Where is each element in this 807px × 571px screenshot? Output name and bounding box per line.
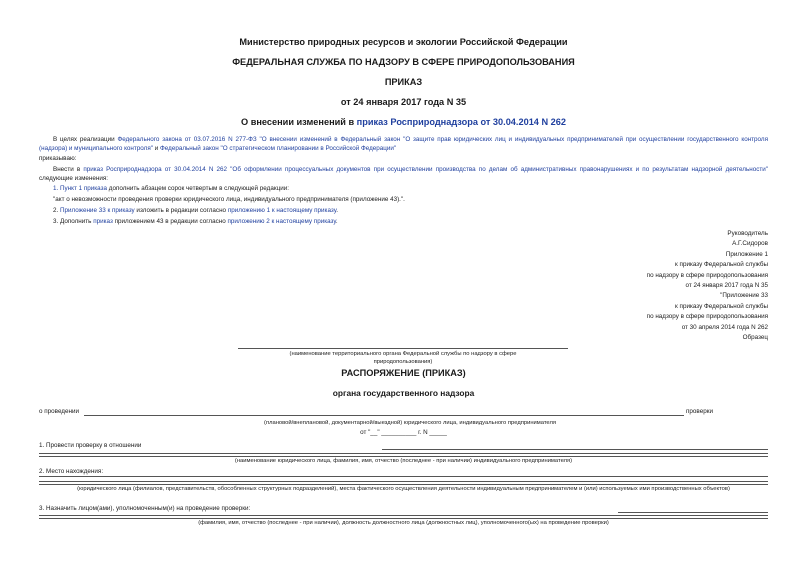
signature-line: от 24 января 2017 года N 35 — [685, 282, 768, 290]
doc-type-heading: ПРИКАЗ — [384, 77, 423, 87]
appendix-1-link[interactable]: приложению 1 к настоящему приказу — [227, 207, 337, 214]
order-262-title-link[interactable]: "Об оформлении процессуальных документов при осуществлении производства по делам об административных правонарушениях и по результатам надзорной деятельности" — [227, 166, 768, 173]
field-2-line — [39, 476, 768, 477]
signature-line: от 30 апреля 2014 года N 262 — [681, 323, 768, 331]
appendix-2-link[interactable]: приложению 2 к настоящему приказу — [227, 218, 336, 225]
inspection-type-line — [84, 415, 684, 416]
appendix-33-link[interactable]: Приложение 33 к приказу — [60, 207, 135, 214]
order-verb: приказываю: — [39, 155, 77, 162]
item-2: 2. Приложение 33 к приказу изложить в редакции согласно приложению 1 к настоящему приказу. — [53, 207, 338, 214]
item-1-link[interactable]: 1. Пункт 1 приказа — [53, 185, 108, 192]
org-caption: (наименование территориального органа Федеральной службы по надзору в сфере природопользования) — [289, 351, 517, 365]
conduct-label: о проведении — [39, 408, 79, 415]
item-1: 1. Пункт 1 приказа дополнить абзацем сорок четвертым в следующей редакции: — [53, 185, 289, 192]
federal-law-277-link[interactable]: Федерального закона от 03.07.2016 N 277-ФЗ — [117, 136, 257, 143]
subject-heading — [0, 117, 807, 127]
signature-line: Образец — [742, 334, 768, 342]
item-3: 3. Дополнить приказ приложением 43 в редакции согласно приложению 2 к настоящему приказу. — [53, 218, 338, 225]
form-title: РАСПОРЯЖЕНИЕ (ПРИКАЗ) — [341, 368, 466, 378]
paragraph-amend: Внести в приказ Росприроднадзора от 30.04.2014 N 262 "Об оформлении процессуальных документов при осуществлении производства по делам об административных правонарушениях и по результатам надзорной деятельности" следующие изменения: — [39, 166, 768, 182]
checks-label: проверки — [686, 408, 713, 415]
strategic-planning-law-link[interactable]: Федеральный закон "О стратегическом планировании в Российской Федерации" — [160, 144, 397, 152]
service-heading: ФЕДЕРАЛЬНАЯ СЛУЖБА ПО НАДЗОРУ В СФЕРЕ ПРИРОДОПОЛЬЗОВАНИЯ — [232, 57, 575, 67]
subject-prefix: О внесении изменений в — [241, 117, 357, 127]
signature-line: А.Г.Сидоров — [732, 240, 768, 248]
field-3-label: 3. Назначить лицом(ами), уполномоченным(и) на проведение проверки: — [39, 505, 251, 512]
signature-line: по надзору в сфере природопользования — [646, 271, 768, 279]
item-1-quote: "акт о невозможности проведения проверки юридического лица, индивидуального предпринимателя (приложение 43).". — [53, 196, 405, 203]
field-2-caption: (юридического лица (филиалов, представительств, обособленных структурных подразделений), места фактического осуществления деятельности индивидуальным предпринимателем и (или) используемых ими производственных объектов) — [77, 486, 730, 492]
field-3-caption: (фамилия, имя, отчество (последнее - при наличии), должность должностного лица (должностных лиц), уполномоченного(ых) на проведение проверки) — [198, 520, 609, 526]
signature-line: по надзору в сфере природопользования — [646, 313, 768, 321]
ministry-heading: Министерство природных ресурсов и экологии Российской Федерации — [239, 37, 568, 47]
signature-line: к приказу Федеральной службы — [675, 261, 768, 269]
field-1-label: 1. Провести проверку в отношении — [39, 442, 142, 449]
paragraph-purpose: В целях реализации Федерального закона от 03.07.2016 N 277-ФЗ "О внесении изменений в Федеральный закон "О защите прав юридических лиц и индивидуальных предпринимателей при осуществлении государственного контроля (надзора) и муниципального контроля" и Федеральный закон "О стратегическом планировании в Российской Федерации" — [39, 136, 769, 152]
field-1-line — [382, 449, 768, 450]
order-262-link[interactable]: приказ Росприроднадзора от 30.04.2014 N 262 — [83, 166, 228, 173]
date-number-line: от "__" __________ г. N _____ — [360, 429, 447, 436]
field-2-label: 2. Место нахождения: — [39, 468, 104, 475]
inspection-caption: (плановой/внеплановой, документарной/выездной) юридического лица, индивидуального предпринимателя — [264, 420, 556, 426]
form-subtitle: органа государственного надзора — [332, 388, 475, 398]
subject-link[interactable]: приказ Росприроднадзора от 30.04.2014 N 262 — [356, 117, 566, 127]
signature-line: "Приложение 33 — [720, 292, 768, 300]
field-1-caption: (наименование юридического лица, фамилия, имя, отчество (последнее - при наличии) индивидуального предпринимателя) — [234, 458, 573, 464]
signature-line: к приказу Федеральной службы — [675, 302, 768, 310]
federal-law-277-title-link[interactable]: "О внесении изменений в Федеральный закон "О защите прав юридических лиц и индивидуальных предпринимателей при осуществлении государственного контроля (надзора) и муниципального контроля" — [39, 136, 769, 152]
signature-block — [647, 229, 768, 343]
signature-line: Руководитель — [727, 230, 768, 237]
org-name-line — [238, 348, 568, 349]
signature-line: Приложение 1 — [725, 250, 768, 258]
order-link[interactable]: приказ — [93, 218, 113, 225]
date-number-heading: от 24 января 2017 года N 35 — [340, 97, 467, 107]
field-3-line — [618, 512, 768, 513]
